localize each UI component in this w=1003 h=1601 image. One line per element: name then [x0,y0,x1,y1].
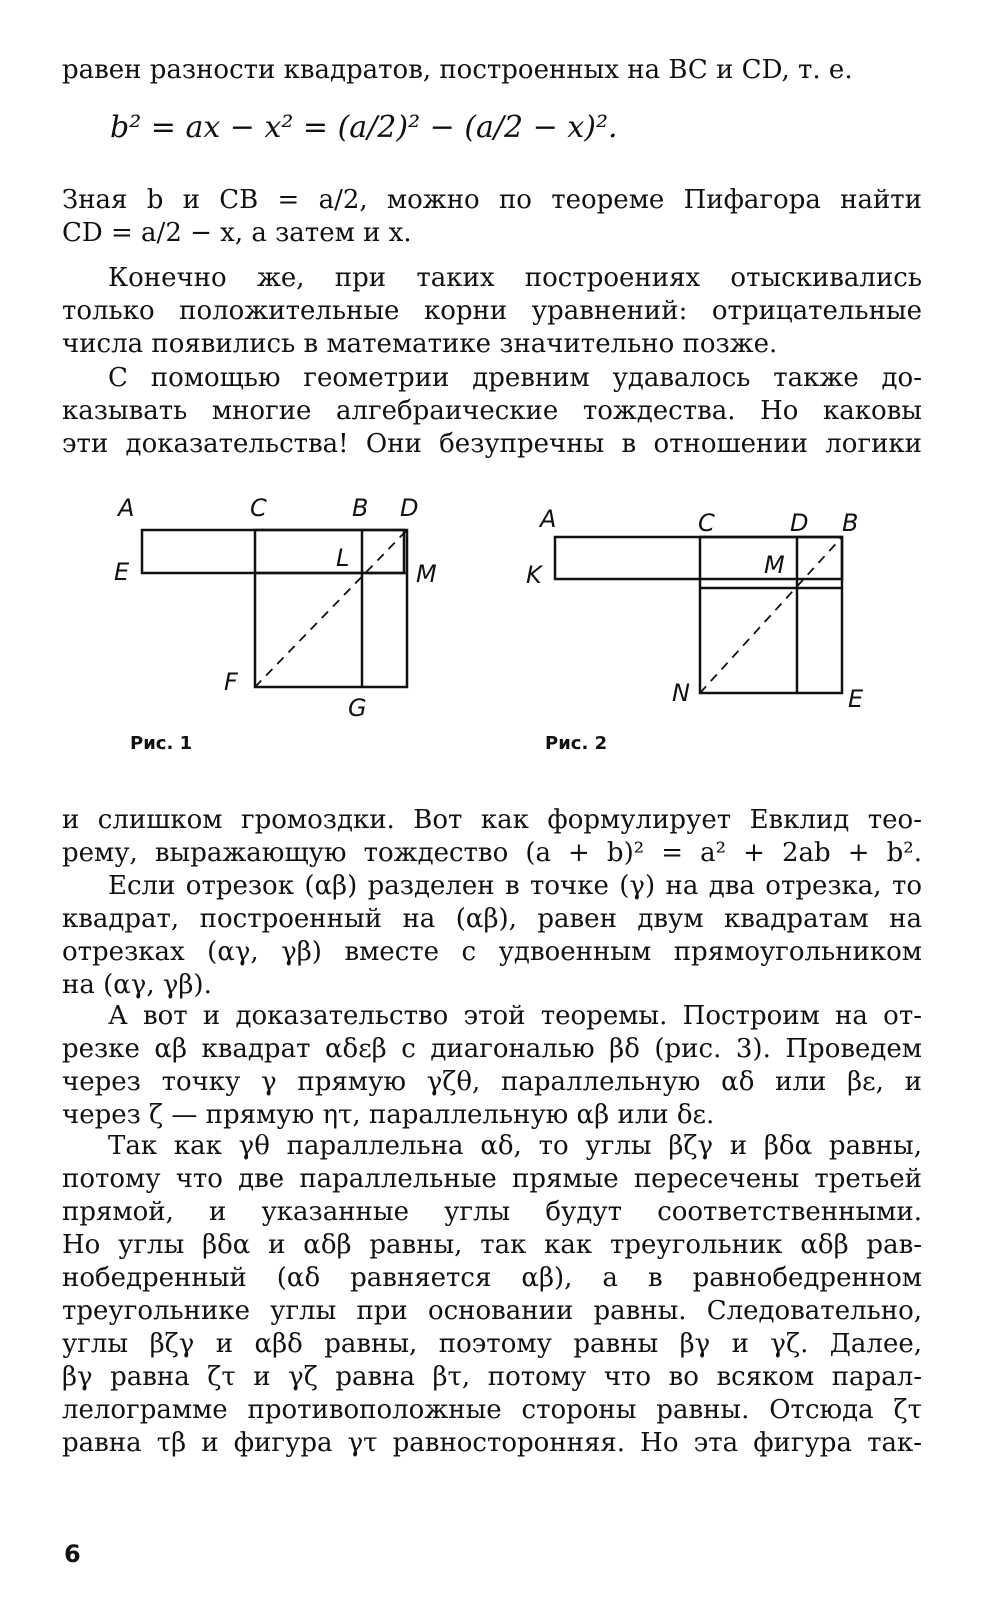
text-line: Конечно же, при таких построениях отыскивались [108,263,922,293]
text-line: CD = a/2 − x, а затем и x. [62,218,412,248]
text-line: через ζ — прямую ητ, параллельную αβ или δε. [62,1100,715,1130]
text-line: на (αγ, γβ). [62,970,212,1000]
fig1-label-C: C [250,494,267,522]
fig1-label-E: E [114,558,130,586]
figure-2 [520,495,880,720]
fig1-rect-AE [142,530,404,573]
fig2-label-C: C [698,509,715,537]
text-line: С помощью геометрии древним удавалось также до- [108,363,922,393]
fig2-label-K: K [526,561,542,589]
figure-1 [100,490,460,730]
text-line: прямой, и указанные углы будут соответственными. [62,1197,922,1227]
page-number: 6 [64,1540,81,1568]
text-line: углы βζγ и αβδ равны, поэтому равны βγ и γζ. Далее, [62,1329,922,1359]
paragraph-theorem [62,870,922,1002]
text-line: числа появились в математике значительно позже. [62,329,778,359]
text-line: казывать многие алгебраические тождества. Но каковы [62,396,922,426]
fig2-label-M: M [764,551,785,579]
fig2-label-D: D [790,509,809,537]
paragraph-bulky [62,804,922,870]
text-line: отрезках (αγ, γβ) вместе с удвоенным прямоугольником [62,937,922,967]
text-line: рему, выражающую тождество (a + b)² = a² + 2ab + b². [62,838,922,868]
paragraph-geometry [62,362,922,461]
text-line: квадрат, построенный на (αβ), равен двум квадратам на [62,904,922,934]
text-line: Если отрезок (αβ) разделен в точке (γ) на два отрезка, то [108,871,922,901]
text-line: Но углы βδα и αδβ равны, так как треугольник αδβ рав- [62,1230,922,1260]
text-line: лелограмме противоположные стороны равны. Отсюда ζτ [62,1395,922,1425]
fig1-label-D: D [400,494,419,522]
fig2-label-B: B [842,509,859,537]
figure-1-caption: Рис. 1 [130,733,193,754]
fig1-label-L: L [336,544,350,572]
text-line: резке αβ квадрат αδεβ с диагональю βδ (рис. 3). Проведем [62,1034,922,1064]
fig2-label-E: E [848,685,864,713]
text-line: треугольнике углы при основании равны. Следовательно, [62,1296,922,1326]
fig1-label-B: B [352,494,369,522]
text-line: и слишком громоздки. Вот как формулирует Евклид тео- [62,805,922,835]
text-line: нобедренный (αδ равняется αβ), а в равнобедренном [62,1263,922,1293]
paragraph-positive-roots [62,262,922,361]
figure-2-caption: Рис. 2 [545,733,608,754]
paragraph-angles [62,1130,922,1460]
text-line: равна τβ и фигура γτ равносторонняя. Но эта фигура так- [62,1428,922,1458]
text-line: через точку γ прямую γζθ, параллельную αδ или βε, и [62,1067,922,1097]
text-line: потому что две параллельные прямые пересечены третьей [62,1164,922,1194]
text-line: Так как γθ параллельна αδ, то углы βζγ и βδα равны, [108,1131,922,1161]
fig1-label-F: F [224,668,238,696]
text-line: эти доказательства! Они безупречны в отношении логики [62,429,922,459]
paragraph-proof [62,1000,922,1132]
fig2-rect-AK [555,537,842,579]
fig1-label-G: G [348,694,367,722]
text-line: А вот и доказательство этой теоремы. Построим на от- [108,1001,922,1031]
fig2-label-N: N [672,679,690,707]
fig1-diagonal [255,530,407,687]
formula-b-squared: b² = ax − x² = (a/2)² − (a/2 − x)². [110,110,618,145]
fig2-label-A: A [540,505,557,533]
paragraph-pythagoras [62,184,922,250]
fig1-label-A: A [118,494,135,522]
text-line: равен разности квадратов, построенных на BC и CD, т. е. [62,55,853,85]
text-line: только положительные корни уравнений: отрицательные [62,296,922,326]
text-line: Зная b и CB = a/2, можно по теореме Пифагора найти [62,185,922,215]
fig1-label-M: M [416,560,437,588]
paragraph-top [62,54,922,87]
text-line: βγ равна ζτ и γζ равна βτ, потому что во всяком парал- [62,1362,922,1392]
